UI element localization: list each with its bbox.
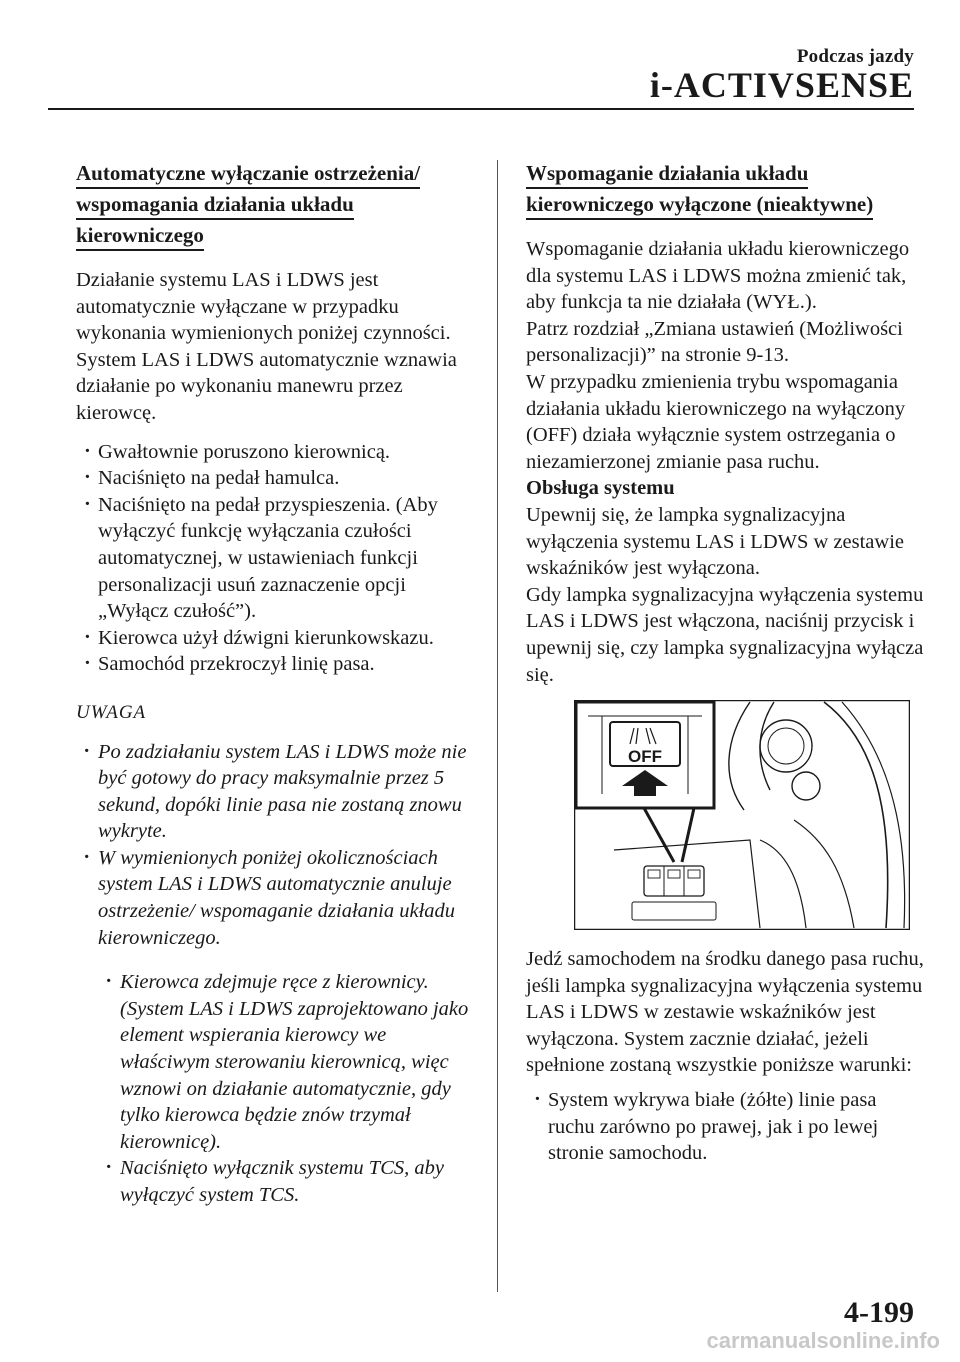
note-sub-list [76,969,471,1208]
left-heading-line-2: wspomagania działania układu [76,191,354,220]
note-list [76,739,471,952]
right-heading-line-2: kierowniczego wyłączone (nieaktywne) [526,191,873,220]
right-heading [526,160,926,222]
chapter-title: i-ACTIVSENSE [649,65,914,105]
off-button-label: OFF [628,747,662,767]
note-sub-list-item: · Naciśnięto wyłącznik systemu TCS, aby wyłączyć system TCS. [98,1155,471,1208]
right-column [526,160,926,1167]
section-title: Podczas jazdy [796,46,914,67]
list-item: · Naciśnięto na pedał hamulca. [76,465,471,492]
right-paragraph-4: Upewnij się, że lampka sygnalizacyjna wyłączenia systemu LAS i LDWS w zestawie wskaźników jest wyłączona. [526,503,905,580]
las-ldws-off-switch-illustration [574,700,910,930]
right-paragraph-3: W przypadku zmienienia trybu wspomagania działania układu kierowniczego na wyłączony (OFF) działa wyłącznie system ostrzegania o niezamierzonej zmianie pasa ruchu. [526,370,906,473]
list-item: · System wykrywa białe (żółte) linie pasa ruchu zarówno po prawej, jak i po lewej stronie samochodu. [526,1087,926,1167]
auto-cancel-conditions-list [76,439,471,678]
page-number: 4-199 [844,1296,914,1329]
right-paragraph-6: Jedź samochodem na środku danego pasa ruchu, jeśli lampka sygnalizacyjna wyłączenia systemu LAS i LDWS w zestawie wskaźników jest wyłączona. System zacznie działać, jeżeli spełnione zostaną wszystkie poniższe warunki: [526,948,924,1077]
activation-conditions-list [526,1087,926,1167]
list-item: · Gwałtownie poruszono kierownicą. [76,439,471,466]
list-item: · Samochód przekroczył linię pasa. [76,651,471,678]
left-column [76,160,471,1209]
note-list-item: · Po zadziałaniu system LAS i LDWS może nie być gotowy do pracy maksymalnie przez 5 sekund, dopóki linie pasa nie zostaną znowu wykryte. [76,739,471,845]
header-divider [48,108,914,110]
right-paragraph-1: Wspomaganie działania układu kierowniczego dla systemu LAS i LDWS można zmienić tak, aby funkcja ta nie działała (WYŁ.). [526,238,910,314]
column-divider [497,160,498,1292]
note-sub-list-item: · Kierowca zdejmuje ręce z kierownicy. (System LAS i LDWS zaprojektowano jako element wspierania kierowcy we właściwym sterowaniu kierownicą, więc wznowi on działanie automatycznie, gdy tylko kierowca będzie znów trzymał kierownicę). [98,969,471,1155]
left-heading-line-1: Automatyczne wyłączanie ostrzeżenia/ [76,160,420,189]
right-paragraph-2: Patrz rozdział „Zmiana ustawień (Możliwości personalizacji)” na stronie 9-13. [526,317,903,367]
right-heading-line-1: Wspomaganie działania układu [526,160,808,189]
note-title: UWAGA [76,701,147,723]
operation-subheading: Obsługa systemu [526,477,675,500]
left-heading [76,160,471,253]
list-item: · Naciśnięto na pedał przyspieszenia. (Aby wyłączyć funkcję wyłączania czułości automatycznej, w ustawieniach funkcji personalizacji usuń zaznaczenie opcji „Wyłącz czułość”). [76,492,471,625]
left-heading-line-3: kierowniczego [76,222,204,251]
watermark: carmanualsonline.info [706,1328,940,1353]
left-intro-paragraph: Działanie systemu LAS i LDWS jest automatycznie wyłączane w przypadku wykonania wymienionych poniżej czynności. System LAS i LDWS automatycznie wznawia działanie po wykonaniu manewru przez kierowcę. [76,269,457,424]
dashboard-illustration [574,700,910,930]
list-item: · Kierowca użył dźwigni kierunkowskazu. [76,625,471,652]
right-paragraph-5: Gdy lampka sygnalizacyjna wyłączenia systemu LAS i LDWS jest włączona, naciśnij przycisk i upewnij się, czy lampka sygnalizacyjna wyłącza się. [526,583,924,686]
note-list-item: · W wymienionych poniżej okolicznościach system LAS i LDWS automatycznie anuluje ostrzeżenie/ wspomaganie działania układu kierowniczego. [76,845,471,951]
